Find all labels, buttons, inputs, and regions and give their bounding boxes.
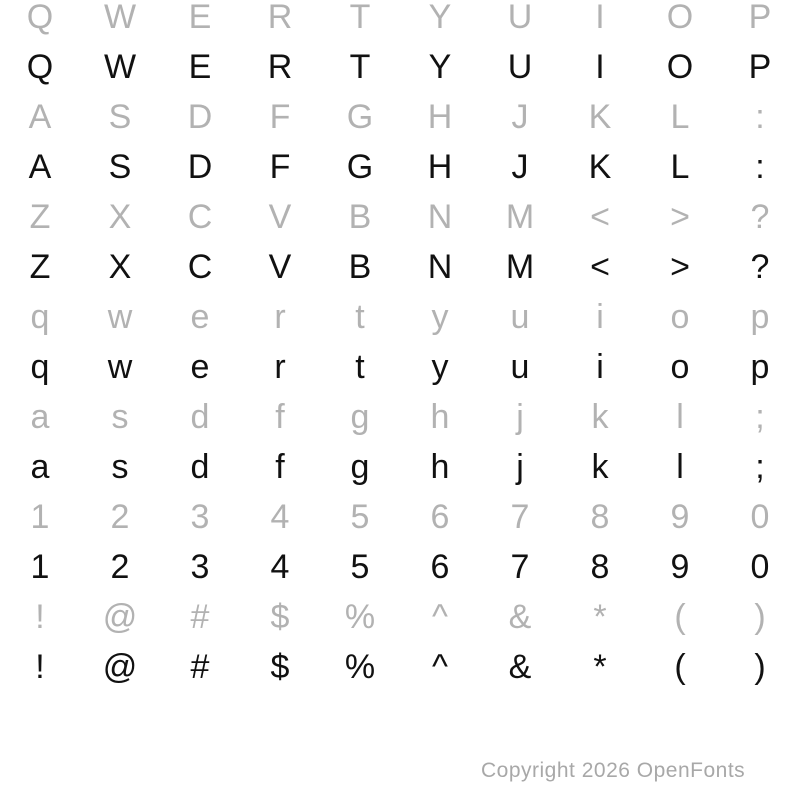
glyph-ghost: 1 — [30, 498, 50, 536]
glyph-ghost: j — [516, 398, 524, 436]
glyph-ink: @ — [102, 648, 138, 686]
glyph-ink: r — [274, 348, 286, 386]
glyph-ghost: i — [596, 298, 604, 336]
glyph-ghost: 7 — [510, 498, 530, 536]
glyph-ink: G — [346, 148, 374, 186]
glyph-ink: % — [344, 648, 376, 686]
glyph-ink: 9 — [670, 548, 690, 586]
glyph-ghost: 8 — [590, 498, 610, 536]
glyph-ink: 7 — [510, 548, 530, 586]
glyph-ink: J — [511, 148, 529, 186]
glyph-ghost: J — [511, 98, 529, 136]
glyph-ink: Q — [26, 48, 54, 86]
glyph-ink: D — [187, 148, 213, 186]
glyph-ink: e — [190, 348, 210, 386]
glyph-ghost: P — [748, 0, 772, 36]
glyph-ink: N — [427, 248, 453, 286]
char-row-symbols-ghost — [0, 592, 800, 642]
glyph-ink: * — [593, 648, 607, 686]
glyph-ink: 3 — [190, 548, 210, 586]
glyph-ink: y — [431, 348, 449, 386]
glyph-ink: X — [108, 248, 132, 286]
glyph-ghost: $ — [270, 598, 290, 636]
glyph-ghost: ( — [674, 598, 686, 636]
char-row-bottom-uppercase-ink — [0, 242, 800, 292]
char-row-home-uppercase-ghost — [0, 92, 800, 142]
glyph-ghost: C — [187, 198, 213, 236]
glyph-ghost: 9 — [670, 498, 690, 536]
glyph-ghost: 2 — [110, 498, 130, 536]
glyph-ghost: L — [670, 98, 690, 136]
glyph-ink: ( — [674, 648, 686, 686]
char-row-symbols-ink — [0, 642, 800, 692]
glyph-ink: W — [103, 48, 137, 86]
char-row-top-uppercase-ghost — [0, 0, 800, 42]
glyph-ink: V — [268, 248, 292, 286]
glyph-ghost: l — [676, 398, 684, 436]
char-row-top-lowercase-ghost — [0, 292, 800, 342]
glyph-ghost: B — [348, 198, 372, 236]
glyph-ink: S — [108, 148, 132, 186]
glyph-ink: 5 — [350, 548, 370, 586]
glyph-ghost: X — [108, 198, 132, 236]
glyph-ghost: H — [427, 98, 453, 136]
char-row-bottom-uppercase-ghost — [0, 192, 800, 242]
glyph-ink: q — [30, 348, 50, 386]
glyph-ink: j — [516, 448, 524, 486]
glyph-ink: 1 — [30, 548, 50, 586]
glyph-ink: p — [750, 348, 770, 386]
glyph-ghost: U — [507, 0, 533, 36]
glyph-ink: Y — [428, 48, 452, 86]
glyph-ghost: Q — [26, 0, 54, 36]
glyph-ink: : — [755, 148, 765, 186]
char-row-top-lowercase-ink — [0, 342, 800, 392]
glyph-ghost: > — [670, 198, 690, 236]
glyph-ghost: 0 — [750, 498, 770, 536]
glyph-ink: ) — [754, 648, 766, 686]
glyph-ink: 0 — [750, 548, 770, 586]
glyph-ghost: N — [427, 198, 453, 236]
glyph-ink: w — [107, 348, 133, 386]
glyph-ghost: K — [588, 98, 612, 136]
glyph-ink: a — [30, 448, 50, 486]
glyph-ink: k — [591, 448, 609, 486]
glyph-ink: U — [507, 48, 533, 86]
glyph-ghost: o — [670, 298, 690, 336]
glyph-ghost: & — [508, 598, 532, 636]
glyph-ghost: G — [346, 98, 374, 136]
glyph-ink: 2 — [110, 548, 130, 586]
glyph-ghost: g — [350, 398, 370, 436]
glyph-ink: C — [187, 248, 213, 286]
glyph-ghost: 6 — [430, 498, 450, 536]
glyph-ghost: < — [590, 198, 610, 236]
glyph-ink: L — [670, 148, 690, 186]
glyph-ghost: d — [190, 398, 210, 436]
glyph-ghost: F — [269, 98, 291, 136]
glyph-ink: B — [348, 248, 372, 286]
glyph-ink: o — [670, 348, 690, 386]
glyph-ink: ? — [750, 248, 770, 286]
char-row-home-uppercase-ink — [0, 142, 800, 192]
glyph-ghost: S — [108, 98, 132, 136]
glyph-ink: ! — [35, 648, 45, 686]
glyph-ghost: # — [190, 598, 210, 636]
glyph-ghost: M — [505, 198, 535, 236]
glyph-ink: # — [190, 648, 210, 686]
glyph-ink: R — [267, 48, 293, 86]
glyph-ghost: t — [355, 298, 365, 336]
glyph-ink: d — [190, 448, 210, 486]
glyph-ink: P — [748, 48, 772, 86]
glyph-ghost: r — [274, 298, 286, 336]
glyph-ink: F — [269, 148, 291, 186]
glyph-ghost: ^ — [432, 598, 448, 636]
glyph-ghost: W — [103, 0, 137, 36]
glyph-ghost: E — [188, 0, 212, 36]
glyph-ghost: O — [666, 0, 694, 36]
glyph-ink: ^ — [432, 648, 448, 686]
glyph-ghost: 4 — [270, 498, 290, 536]
glyph-ghost: D — [187, 98, 213, 136]
glyph-ghost: 3 — [190, 498, 210, 536]
glyph-ink: $ — [270, 648, 290, 686]
char-row-digits-ghost — [0, 492, 800, 542]
glyph-ghost: A — [28, 98, 52, 136]
copyright-notice: Copyright 2026 OpenFonts — [481, 759, 746, 782]
char-row-top-uppercase-ink — [0, 42, 800, 92]
glyph-ink: T — [349, 48, 371, 86]
glyph-ghost: : — [755, 98, 765, 136]
glyph-ink: I — [595, 48, 605, 86]
glyph-ghost: e — [190, 298, 210, 336]
glyph-ghost: 5 — [350, 498, 370, 536]
char-row-digits-ink — [0, 542, 800, 592]
glyph-ghost: @ — [102, 598, 138, 636]
glyph-ink: t — [355, 348, 365, 386]
glyph-ink: & — [508, 648, 532, 686]
glyph-ink: A — [28, 148, 52, 186]
glyph-ink: H — [427, 148, 453, 186]
glyph-ink: < — [590, 248, 610, 286]
glyph-ghost: ; — [755, 398, 765, 436]
glyph-ink: 4 — [270, 548, 290, 586]
glyph-ink: K — [588, 148, 612, 186]
glyph-ink: f — [275, 448, 285, 486]
glyph-ink: 8 — [590, 548, 610, 586]
glyph-ghost: h — [430, 398, 450, 436]
glyph-ghost: Z — [29, 198, 51, 236]
glyph-ink: E — [188, 48, 212, 86]
glyph-ghost: a — [30, 398, 50, 436]
glyph-ink: i — [596, 348, 604, 386]
glyph-ghost: T — [349, 0, 371, 36]
glyph-ink: u — [510, 348, 530, 386]
glyph-ghost: p — [750, 298, 770, 336]
glyph-ink: ; — [755, 448, 765, 486]
glyph-ink: M — [505, 248, 535, 286]
glyph-ghost: f — [275, 398, 285, 436]
glyph-ghost: R — [267, 0, 293, 36]
glyph-ghost: w — [107, 298, 133, 336]
glyph-ghost: Y — [428, 0, 452, 36]
glyph-ink: l — [676, 448, 684, 486]
glyph-ink: 6 — [430, 548, 450, 586]
glyph-ghost: * — [593, 598, 607, 636]
glyph-ink: g — [350, 448, 370, 486]
glyph-ghost: % — [344, 598, 376, 636]
glyph-ghost: ? — [750, 198, 770, 236]
glyph-ghost: y — [431, 298, 449, 336]
char-row-home-lowercase-ghost — [0, 392, 800, 442]
glyph-ghost: k — [591, 398, 609, 436]
glyph-ghost: s — [111, 398, 129, 436]
glyph-ink: h — [430, 448, 450, 486]
glyph-ink: s — [111, 448, 129, 486]
glyph-ink: Z — [29, 248, 51, 286]
glyph-ink: > — [670, 248, 690, 286]
glyph-ghost: I — [595, 0, 605, 36]
char-row-home-lowercase-ink — [0, 442, 800, 492]
glyph-ghost: ) — [754, 598, 766, 636]
glyph-ghost: V — [268, 198, 292, 236]
glyph-ink: O — [666, 48, 694, 86]
glyph-ghost: q — [30, 298, 50, 336]
glyph-ghost: u — [510, 298, 530, 336]
glyph-ghost: ! — [35, 598, 45, 636]
